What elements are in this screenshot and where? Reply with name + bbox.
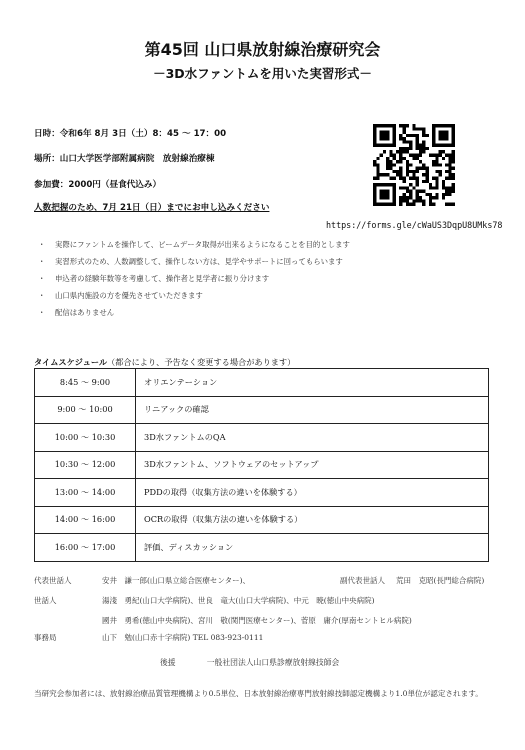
caretakers-line: 湯淺 勇紀(山口大学病院)、世良 竜大(山口大学病院)、中元 暁(徳山中央病院) xyxy=(102,596,375,605)
office-label: 事務局 xyxy=(34,633,57,642)
schedule-table xyxy=(34,368,489,562)
vice-rep-name: 荒田 克昭(長門総合病院) xyxy=(396,576,485,585)
table-row xyxy=(35,424,489,452)
event-date: 日時：令和6年 8月 3日（土）8：45 ～ 17：00 xyxy=(34,129,227,139)
note-item: ・ 申込者の経験年数等を考慮して、操作者と見学者に振り分けます xyxy=(38,273,498,284)
event-venue: 場所：山口大学医学部附属病院 放射線治療棟 xyxy=(34,154,215,164)
caretakers-line: 國井 勇希(徳山中央病院)、宮川 敬(関門医療センター)、菅原 庸介(厚南セントヒル病院) xyxy=(102,616,412,625)
schedule-activity: 3D水ファントムのQA xyxy=(136,424,489,452)
note-item: ・ 配信はありません xyxy=(38,307,498,318)
qr-code-icon[interactable] xyxy=(373,124,455,206)
schedule-title: タイムスケジュール xyxy=(34,357,108,367)
support-org-name: 一般社団法人山口県診療放射線技師会 xyxy=(206,658,340,667)
schedule-activity: オリエンテーション xyxy=(136,369,489,397)
schedule-activity: 3D水ファントム、ソフトウェアのセットアップ xyxy=(136,451,489,479)
schedule-note: （都合により、予告なく変更する場合があります） xyxy=(107,357,296,367)
table-row xyxy=(35,534,489,562)
vice-rep-label: 副代表世話人 xyxy=(340,576,385,585)
schedule-time: 8:45 ～ 9:00 xyxy=(35,369,136,397)
schedule-activity: リニアックの確認 xyxy=(136,396,489,424)
schedule-heading xyxy=(34,357,295,368)
schedule-activity: 評価、ディスカッション xyxy=(136,534,489,562)
schedule-activity: PDDの取得（収集方法の違いを体験する） xyxy=(136,479,489,507)
rep-label: 代表世話人 xyxy=(34,576,72,585)
caretakers-label: 世話人 xyxy=(34,596,57,605)
schedule-time: 13:00 ～ 14:00 xyxy=(35,479,136,507)
schedule-time: 14:00 ～ 16:00 xyxy=(35,506,136,534)
table-row xyxy=(35,506,489,534)
rep-name: 安井 謙一郎(山口県立総合医療センター)、 xyxy=(102,576,251,585)
schedule-time: 16:00 ～ 17:00 xyxy=(35,534,136,562)
credit-note: 当研究会参加者には、放射線治療品質管理機構より0.5単位、日本放射線治療専門放射線技師認定機構より1.0単位が認定されます。 xyxy=(34,689,483,698)
table-row xyxy=(35,451,489,479)
registration-url[interactable]: https://forms.gle/cWaUS3DqpU8UMks78 xyxy=(326,220,503,230)
schedule-activity: OCRの取得（収集方法の違いを体験する） xyxy=(136,506,489,534)
table-row xyxy=(35,369,489,397)
support-org xyxy=(160,657,339,668)
note-item: ・ 実際にファントムを操作して、ビームデータ取得が出来るようになることを目的とします xyxy=(38,239,498,250)
event-fee: 参加費：2000円（昼食代込み） xyxy=(34,180,162,190)
schedule-time: 9:00 ～ 10:00 xyxy=(35,396,136,424)
page-title: 第45回 山口県放射線治療研究会 xyxy=(144,40,381,59)
note-item: ・ 山口県内施設の方を優先させていただきます xyxy=(38,290,498,301)
support-label: 後援 xyxy=(160,658,176,667)
table-row xyxy=(35,479,489,507)
note-item: ・ 実習形式のため、人数調整して、操作しない方は、見学やサポートに回ってもらいます xyxy=(38,256,498,267)
table-row xyxy=(35,396,489,424)
office-contact: 山下 勉(山口赤十字病院) TEL 083-923-0111 xyxy=(102,633,264,642)
page-subtitle: －3D水ファントムを用いた実習形式－ xyxy=(153,66,372,81)
schedule-time: 10:30 ～ 12:00 xyxy=(35,451,136,479)
registration-deadline: 人数把握のため、7月 21日（日）までにお申し込みください xyxy=(34,203,270,213)
schedule-time: 10:00 ～ 10:30 xyxy=(35,424,136,452)
notes-list xyxy=(38,239,498,324)
